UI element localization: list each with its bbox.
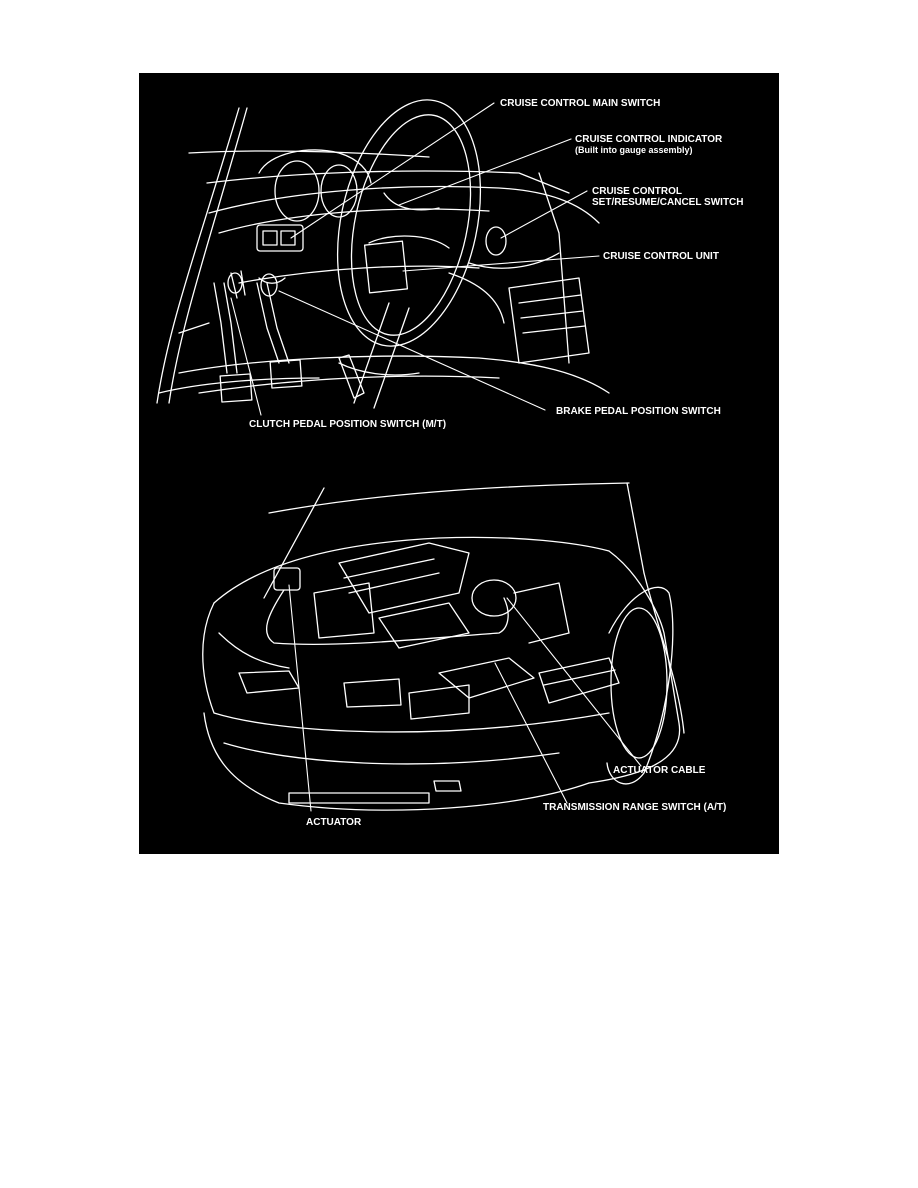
label-set-resume-cancel-switch [592,186,744,208]
label-clutch-pedal-position-switch: CLUTCH PEDAL POSITION SWITCH (M/T) [249,419,447,430]
label-actuator: ACTUATOR [306,817,362,828]
label-set-resume-cancel-line2: SET/RESUME/CANCEL SWITCH [592,197,744,208]
label-set-resume-cancel-line1: CRUISE CONTROL [592,186,682,197]
label-cruise-main-switch: CRUISE CONTROL MAIN SWITCH [500,98,661,109]
label-cruise-indicator [575,134,722,155]
label-cruise-indicator-note: (Built into gauge assembly) [575,145,693,155]
engine-bay-illustration [203,483,684,810]
label-cruise-indicator-title: CRUISE CONTROL INDICATOR [575,134,723,145]
component-location-figure [139,73,779,854]
engine-leader-lines [289,585,641,811]
label-cruise-control-unit: CRUISE CONTROL UNIT [603,251,719,262]
dashboard-illustration [157,87,609,408]
label-actuator-cable: ACTUATOR CABLE [613,765,706,776]
label-transmission-range-switch: TRANSMISSION RANGE SWITCH (A/T) [543,802,727,813]
interior-leader-lines [231,103,599,415]
label-brake-pedal-position-switch: BRAKE PEDAL POSITION SWITCH [556,406,721,417]
